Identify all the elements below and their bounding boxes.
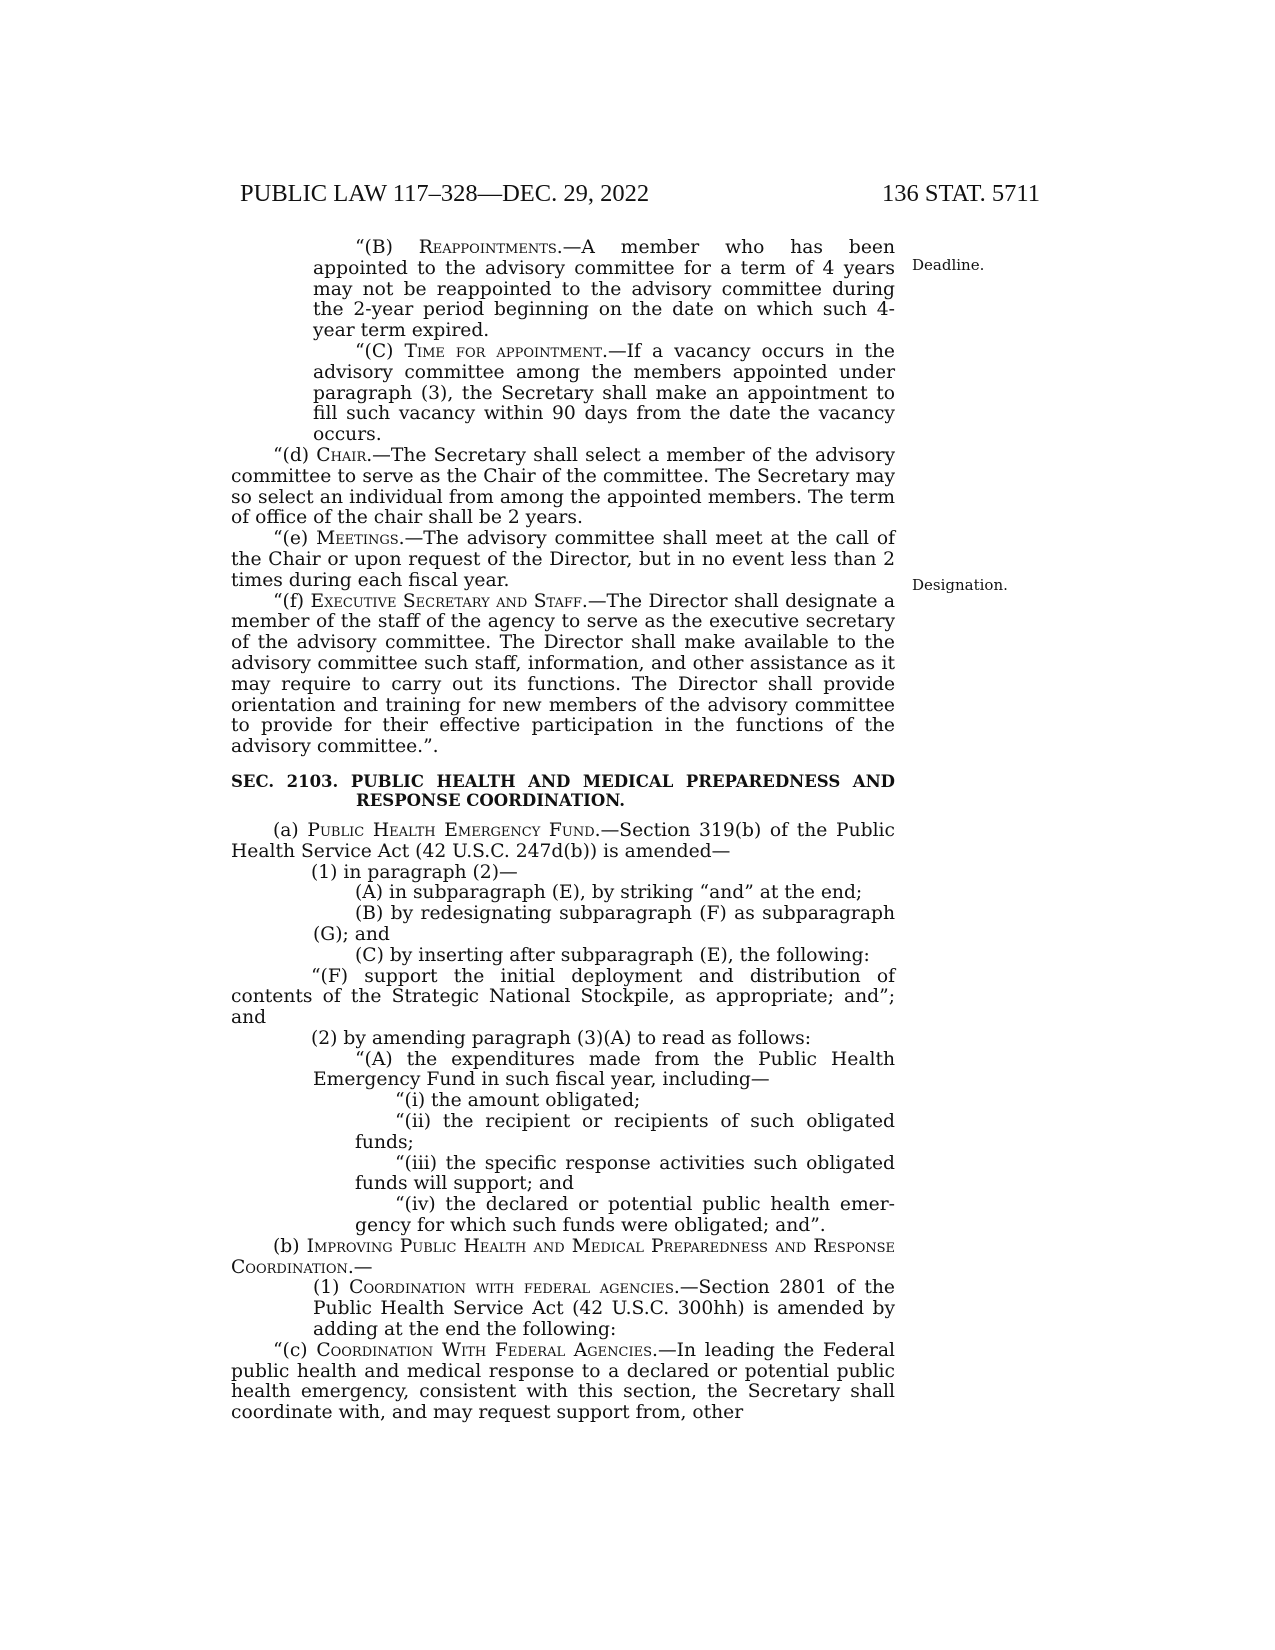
heading-executive-secretary: Executive Secretary and Staff xyxy=(310,590,582,612)
paragraph-b1-coordination: (1) Coordination with federal agencies.—Section 2801 of the Public Health Service Act (42 U.S.C. 300hh) is amended by adding at the end the following: xyxy=(313,1277,895,1341)
heading-coordination-with-federal: Coordination With Federal Agencies xyxy=(316,1339,653,1361)
paragraph-a1-C: (C) by inserting after subparagraph (E), the following: xyxy=(355,944,870,966)
heading-emergency-fund: Public Health Emergency Fund xyxy=(307,819,595,841)
subsection-f-executive-secretary: “(f) Executive Secretary and Staff.—The Director shall designate a member of the staff of the agency to serve as the executive secretary of the advisory committee. The Director shall make available to the advisory committee such staff, information, and other assistance as it may require to carry out its functions. The Director shall provide orientation and training for new members of the advisory committee to provide for their effective participation in the functions of the advisory committee.”. xyxy=(231,590,895,758)
subsection-e-meetings: “(e) Meetings.—The advisory committee shall meet at the call of the Chair or upon request of the Director, but in no event less than 2 times during each fiscal year. xyxy=(231,528,895,591)
heading-reappointments: Reappointments xyxy=(418,237,557,258)
margin-note-deadline: Deadline. xyxy=(912,256,985,274)
quoted-subsection-c: “(c) Coordination With Federal Agencies.—In leading the Federal public health and medical response to a declared or potential public health emergency, consistent with this section, the Secretary shall coordinate with, and may request support from, other xyxy=(231,1339,895,1424)
clause-iii: “(iii) the specific response activities such obligated funds will support; and xyxy=(355,1152,895,1195)
paragraph-a1-A: (A) in subparagraph (E), by striking “and” at the end; xyxy=(355,882,863,904)
law-text xyxy=(231,238,895,1424)
heading-chair: Chair xyxy=(316,444,367,466)
page-number: 136 STAT. 5711 xyxy=(882,180,1040,207)
section-heading: SEC. 2103. PUBLIC HEALTH AND MEDICAL PREPAREDNESS AND RESPONSE COORDINATION. xyxy=(231,771,895,810)
subsection-a-emergency-fund: (a) Public Health Emergency Fund.—Section 319(b) of the Public Health Service Act (42 U.S.C. 247d(b)) is amended— xyxy=(231,819,895,862)
quoted-paragraph-A: “(A) the expenditures made from the Public Health Emergency Fund in such fiscal year, including— xyxy=(313,1048,895,1091)
paragraph-b-reappointments: “(B) Reappointments.—A member who has been appointed to the advisory committee for a term of 4 years may not be reappointed to the advisory committee during the 2-year period beginning on the date on which such 4-year term expired. xyxy=(313,237,895,342)
page-header xyxy=(240,180,1040,220)
heading-time-for-appointment: Time for appointment xyxy=(404,340,602,362)
quoted-paragraph-F: “(F) support the initial deployment and distribution of contents of the Strategic National Stockpile, as appropriate; and”; and xyxy=(231,965,895,1029)
paragraph-a2: (2) by amending paragraph (3)(A) to read as follows: xyxy=(311,1027,812,1049)
clause-i: “(i) the amount obligated; xyxy=(395,1090,641,1112)
running-head-title: PUBLIC LAW 117–328—DEC. 29, 2022 xyxy=(240,180,650,207)
subsection-d-chair: “(d) Chair.—The Secretary shall select a member of the advisory committee to serve as the Chair of the committee. The Secretary may so select an individual from among the appointed members. The term of office of the chair shall be 2 years. xyxy=(231,444,895,529)
paragraph-c-time-for-appointment: “(C) Time for appointment.—If a vacancy occurs in the advisory committee among the members appointed under paragraph (3), the Secretary shall make an appointment to fill such vacancy within 90 days from the date the vacancy occurs. xyxy=(313,340,895,446)
margin-note-designation: Designation. xyxy=(912,576,1008,594)
paragraph-a1-B: (B) by redesignating subparagraph (F) as subparagraph (G); and xyxy=(313,903,895,945)
heading-coordination-federal: Coordination with federal agencies xyxy=(349,1277,674,1299)
heading-improving-coordination: Improving Public Health and Medical Preparedness and Response Coordination xyxy=(231,1235,895,1278)
subsection-b-improving-coordination: (b) Improving Public Health and Medical Preparedness and Response Coordination.— xyxy=(231,1235,895,1278)
heading-meetings: Meetings xyxy=(316,528,399,550)
clause-ii: “(ii) the recipient or recipients of such obligated funds; xyxy=(355,1111,895,1153)
paragraph-a1: (1) in paragraph (2)— xyxy=(311,861,518,883)
clause-iv: “(iv) the declared or potential public health emergency for which such funds were obligated; and”. xyxy=(355,1194,895,1237)
